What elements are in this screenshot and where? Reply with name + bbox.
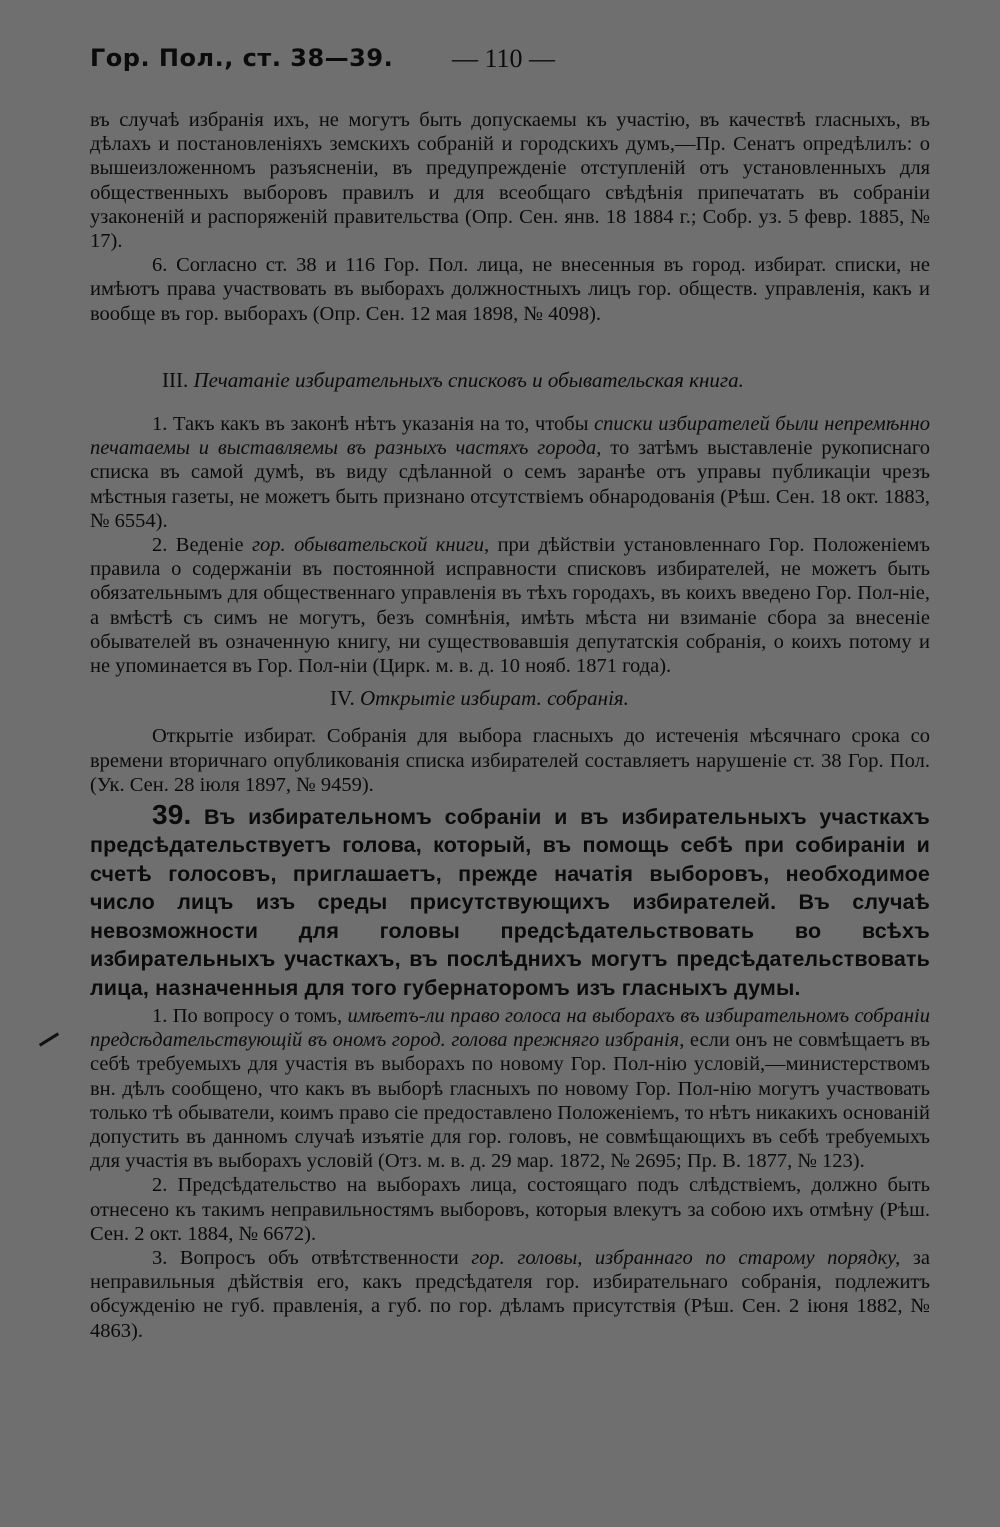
article-39-note-3: 3. Вопросъ объ отвѣтственности гор. головы, избраннаго по старому порядку, за неправильныя дѣйствія его, какъ предсѣдателя гор. избирательнаго собранія, подлежитъ обсужденію не губ. правленія, а губ. по гор. дѣламъ присутствія (Рѣш. Сен. 2 іюня 1882, № 4863). [90,1246,930,1342]
section-3-note-2: 2. Веденіе гор. обывательской книги, при дѣйствіи установленнаго Гор. Положеніемъ правила о содержаніи въ постоянной исправности списковъ избирателей, не можетъ быть обязательнымъ для общественнаго управленія въ тѣхъ городахъ, въ коихъ введено Гор. Пол-ніе, а вмѣстѣ съ симъ не могутъ, безъ сомнѣнія, имѣть мѣста ни взиманіе сбора за внесеніе обывателей въ означенную книгу, ни существовавшія депутатскія собранія, о коихъ потому и не упоминается въ Гор. Пол-ніи (Цирк. м. в. д. 10 нояб. 1871 года). [90,534,930,678]
running-head: Гор. Пол., ст. 38—39. [90,44,394,72]
article-39 [90,801,930,1002]
section-3-note-1: 1. Такъ какъ въ законѣ нѣтъ указанія на то, чтобы списки избирателей были непремѣнно печатаемы и выставляемы въ разныхъ частяхъ города, то затѣмъ выставленіе рукописнаго списка въ самой думѣ, въ виду сдѣланной о семъ заранѣе отъ управы публикаціи чрезъ мѣстныя газеты, не можетъ быть признано отсутствіемъ обнародованія (Рѣш. Сен. 18 окт. 1883, № 6554). [90,413,930,532]
margin-pencil-mark [39,1032,59,1046]
page-body [90,108,930,1343]
paragraph-continued: въ случаѣ избранія ихъ, не могутъ быть допускаемы къ участію, въ качествѣ гласныхъ, въ дѣлахъ и постановленіяхъ земскихъ собраній и городскихъ думъ,—Пр. Сенатъ опредѣлилъ: о вышеизложенномъ разъясненіи, въ предупрежденіе отступленій отъ установленныхъ для общественныхъ выборовъ правилъ и для всеобщаго свѣдѣнія припечатать въ собраніи узаконеній и распоряженій правительства (Опр. Сен. янв. 18 1884 г.; Собр. уз. 5 февр. 1885, № 17). [90,109,930,253]
article-number: 39. [152,799,192,831]
section-title: Открытіе избират. собранія. [359,686,629,711]
section-4-note: Открытіе избират. Собранія для выбора гласныхъ до истеченія мѣсячнаго срока со времени вторичнаго опубликованія списка избирателей составляетъ нарушеніе ст. 38 Гор. Пол. (Ук. Сен. 28 іюля 1897, № 9459). [90,725,930,796]
article-text: Въ избирательномъ собраніи и въ избирательныхъ участкахъ предсѣдательствуетъ голова, который, въ помощь себѣ при собираніи и счетѣ голосовъ, приглашаетъ, прежде начатія выборовъ, необходимое число лицъ изъ среды присутствующихъ избирателей. Въ случаѣ невозможности для головы предсѣдательствовать во всѣхъ избирательныхъ участкахъ, въ послѣднихъ могутъ предсѣдательствовать лица, назначенныя для того губернаторомъ изъ гласныхъ думы. [90,805,930,1000]
section-heading-4 [90,686,930,710]
article-39-note-2: 2. Предсѣдательство на выборахъ лица, состоящаго подъ слѣдствіемъ, должно быть отнесено къ такимъ неправильностямъ выборовъ, которыя влекутъ за собою ихъ отмѣну (Рѣш. Сен. 2 окт. 1884, № 6672). [90,1174,930,1245]
section-number: III. [162,367,189,392]
article-39-note-1: 1. По вопросу о томъ, имѣетъ-ли право голоса на выборахъ въ избирательномъ собраніи предсѣдательствующій въ ономъ город. голова прежняго избранія, если онъ не совмѣщаетъ въ себѣ требуемыхъ для участія въ выборахъ по новому Гор. Пол-нію условій,—министерствомъ вн. дѣлъ сообщено, что какъ въ выборѣ гласныхъ по новому Гор. Пол-нію могутъ участвовать только тѣ обыватели, коимъ право сіе предоставлено Положеніемъ, то нѣтъ никакихъ основаній допустить въ данномъ случаѣ изъятіе для гор. головъ, не совмѣщающихъ въ себѣ требуемыхъ для участія въ выборахъ условій (Отз. м. в. д. 29 мар. 1872, № 2695; Пр. В. 1877, № 123). [90,1004,930,1173]
section-heading-3 [90,368,930,392]
page-header [90,44,930,84]
section-title: Печатаніе избирательныхъ списковъ и обывательская книга. [193,367,744,392]
note-6: 6. Согласно ст. 38 и 116 Гор. Пол. лица, не внесенныя въ город. избират. списки, не имѣютъ права участвовать въ выборахъ должностныхъ лицъ гор. обществ. управленія, какъ и вообще въ гор. выборахъ (Опр. Сен. 12 мая 1898, № 4098). [90,254,930,325]
page-number: — 110 — [452,44,556,73]
section-number: IV. [330,686,355,711]
